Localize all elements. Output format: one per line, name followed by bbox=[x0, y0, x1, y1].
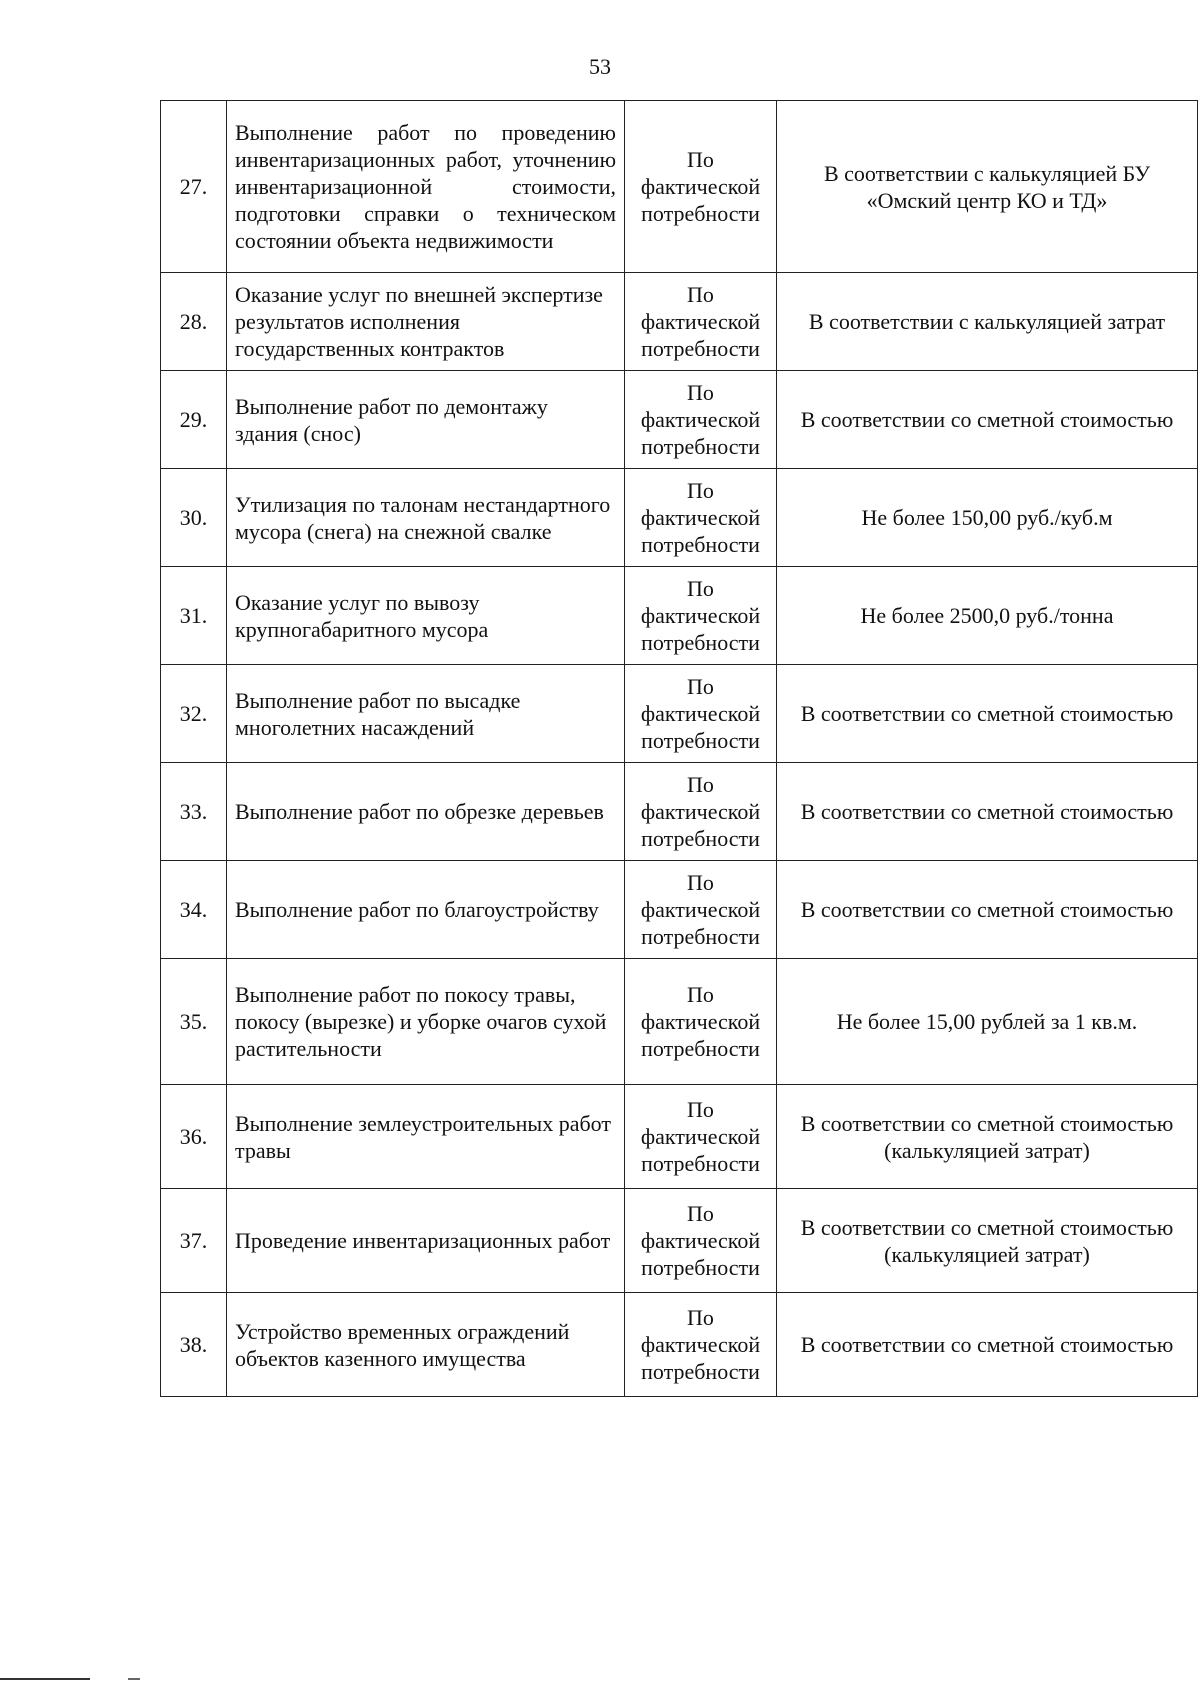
basis-line: По bbox=[687, 282, 714, 307]
basis-line: потребности bbox=[641, 201, 760, 226]
requirements-table bbox=[160, 100, 1198, 1397]
scan-edge-mark bbox=[0, 1678, 90, 1680]
basis-line: потребности bbox=[641, 1036, 760, 1061]
row-number: 32. bbox=[161, 665, 227, 763]
basis-cell bbox=[625, 665, 777, 763]
basis-line: фактической bbox=[640, 407, 761, 432]
norm-value: В соответствии со сметной стоимостью (калькуляцией затрат) bbox=[777, 1189, 1198, 1293]
norm-value: Не более 15,00 рублей за 1 кв.м. bbox=[777, 959, 1198, 1085]
table-row bbox=[161, 1085, 1198, 1189]
basis-line: потребности bbox=[641, 924, 760, 949]
norm-value: Не более 150,00 руб./куб.м bbox=[777, 469, 1198, 567]
norm-value: В соответствии со сметной стоимостью bbox=[777, 1293, 1198, 1397]
norm-value: В соответствии со сметной стоимостью bbox=[777, 763, 1198, 861]
row-number: 34. bbox=[161, 861, 227, 959]
basis-line: По bbox=[687, 380, 714, 405]
row-number: 28. bbox=[161, 273, 227, 371]
basis-line: По bbox=[687, 576, 714, 601]
norm-value: В соответствии со сметной стоимостью (калькуляцией затрат) bbox=[777, 1085, 1198, 1189]
basis-cell bbox=[625, 763, 777, 861]
basis-line: фактической bbox=[640, 701, 761, 726]
row-number: 30. bbox=[161, 469, 227, 567]
basis-line: фактической bbox=[640, 603, 761, 628]
basis-line: фактической bbox=[640, 799, 761, 824]
basis-line: потребности bbox=[641, 1255, 760, 1280]
basis-line: фактической bbox=[640, 1332, 761, 1357]
work-description: Выполнение землеустроительных работ травы bbox=[227, 1085, 625, 1189]
work-description: Выполнение работ по демонтажу здания (снос) bbox=[227, 371, 625, 469]
norm-value: В соответствии с калькуляцией БУ «Омский центр КО и ТД» bbox=[777, 101, 1198, 273]
basis-cell bbox=[625, 469, 777, 567]
row-number: 35. bbox=[161, 959, 227, 1085]
basis-line: фактической bbox=[640, 505, 761, 530]
table-row bbox=[161, 665, 1198, 763]
basis-line: потребности bbox=[641, 336, 760, 361]
basis-line: По bbox=[687, 870, 714, 895]
work-description: Выполнение работ по высадке многолетних насаждений bbox=[227, 665, 625, 763]
basis-line: потребности bbox=[641, 630, 760, 655]
basis-cell bbox=[625, 567, 777, 665]
row-number: 27. bbox=[161, 101, 227, 273]
work-description: Проведение инвентаризационных работ bbox=[227, 1189, 625, 1293]
norm-value: В соответствии со сметной стоимостью bbox=[777, 861, 1198, 959]
work-description: Выполнение работ по покосу травы, покосу (вырезке) и уборке очагов сухой растительности bbox=[227, 959, 625, 1085]
work-description: Выполнение работ по благоустройству bbox=[227, 861, 625, 959]
basis-cell bbox=[625, 101, 777, 273]
table-row bbox=[161, 101, 1198, 273]
basis-line: По bbox=[687, 1305, 714, 1330]
table-row bbox=[161, 273, 1198, 371]
work-description: Выполнение работ по проведению инвентаризационных работ, уточнению инвентаризационной стоимости, подготовки справки о техническом состоянии объекта недвижимости bbox=[227, 101, 625, 273]
basis-line: потребности bbox=[641, 826, 760, 851]
basis-cell bbox=[625, 1293, 777, 1397]
basis-cell bbox=[625, 1189, 777, 1293]
basis-line: По bbox=[687, 147, 714, 172]
scan-edge-mark bbox=[128, 1678, 140, 1680]
basis-line: потребности bbox=[641, 728, 760, 753]
table-row bbox=[161, 1293, 1198, 1397]
basis-line: потребности bbox=[641, 1359, 760, 1384]
row-number: 36. bbox=[161, 1085, 227, 1189]
table-row bbox=[161, 861, 1198, 959]
basis-line: потребности bbox=[641, 532, 760, 557]
basis-cell bbox=[625, 371, 777, 469]
work-description: Оказание услуг по внешней экспертизе результатов исполнения государственных контрактов bbox=[227, 273, 625, 371]
row-number: 29. bbox=[161, 371, 227, 469]
norm-value: Не более 2500,0 руб./тонна bbox=[777, 567, 1198, 665]
table-row bbox=[161, 763, 1198, 861]
norm-value: В соответствии со сметной стоимостью bbox=[777, 371, 1198, 469]
work-description: Оказание услуг по вывозу крупногабаритного мусора bbox=[227, 567, 625, 665]
work-description: Устройство временных ограждений объектов казенного имущества bbox=[227, 1293, 625, 1397]
table-row bbox=[161, 1189, 1198, 1293]
basis-cell bbox=[625, 959, 777, 1085]
basis-line: По bbox=[687, 1097, 714, 1122]
basis-line: По bbox=[687, 674, 714, 699]
table-row bbox=[161, 469, 1198, 567]
table-row bbox=[161, 959, 1198, 1085]
work-description: Утилизация по талонам нестандартного мусора (снега) на снежной свалке bbox=[227, 469, 625, 567]
table-row bbox=[161, 567, 1198, 665]
norm-value: В соответствии со сметной стоимостью bbox=[777, 665, 1198, 763]
basis-line: фактической bbox=[640, 1009, 761, 1034]
basis-cell bbox=[625, 861, 777, 959]
basis-cell bbox=[625, 1085, 777, 1189]
basis-line: фактической bbox=[640, 309, 761, 334]
basis-line: фактической bbox=[640, 1124, 761, 1149]
basis-line: потребности bbox=[641, 1151, 760, 1176]
basis-line: По bbox=[687, 478, 714, 503]
basis-line: По bbox=[687, 982, 714, 1007]
basis-line: По bbox=[687, 772, 714, 797]
row-number: 33. bbox=[161, 763, 227, 861]
basis-line: потребности bbox=[641, 434, 760, 459]
row-number: 31. bbox=[161, 567, 227, 665]
basis-line: фактической bbox=[640, 897, 761, 922]
row-number: 38. bbox=[161, 1293, 227, 1397]
basis-cell bbox=[625, 273, 777, 371]
work-description: Выполнение работ по обрезке деревьев bbox=[227, 763, 625, 861]
basis-line: По bbox=[687, 1201, 714, 1226]
basis-line: фактической bbox=[640, 174, 761, 199]
page-number: 53 bbox=[589, 54, 611, 79]
row-number: 37. bbox=[161, 1189, 227, 1293]
basis-line: фактической bbox=[640, 1228, 761, 1253]
norm-value: В соответствии с калькуляцией затрат bbox=[777, 273, 1198, 371]
table-row bbox=[161, 371, 1198, 469]
